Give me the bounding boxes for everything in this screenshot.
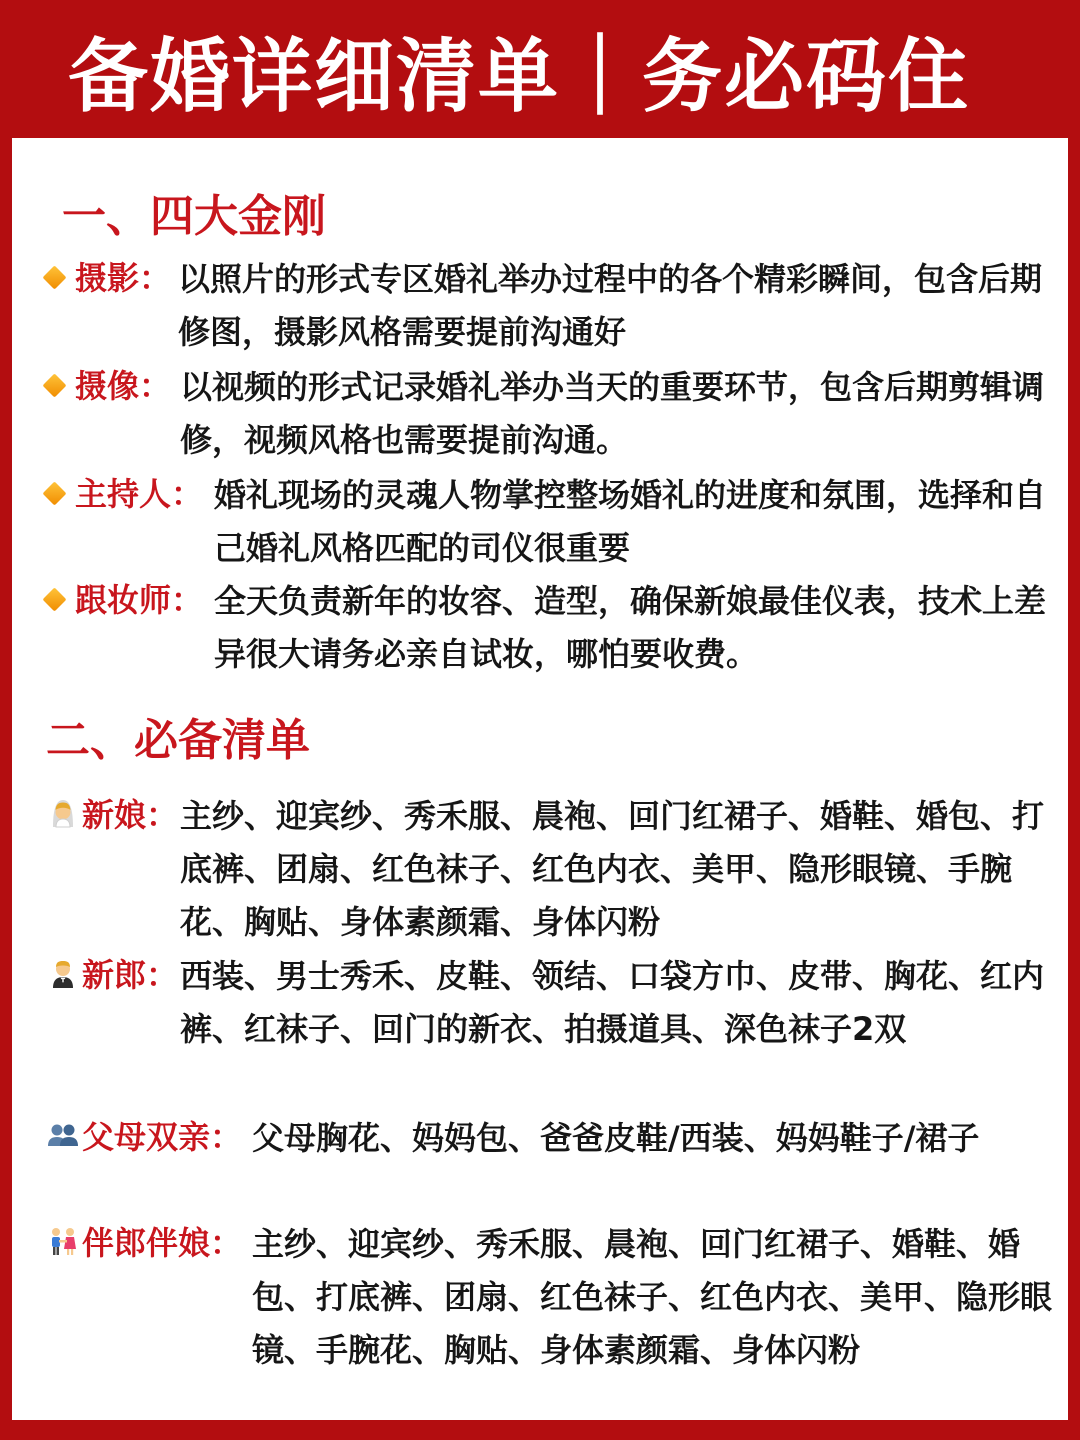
entry-head — [46, 950, 178, 996]
diamond-icon — [42, 373, 66, 397]
entry-text: 主纱、迎宾纱、秀禾服、晨袍、回门红裙子、婚鞋、婚包、打底裤、团扇、红色袜子、红色内衣、美甲、隐形眼镜、手腕花、胸贴、身体素颜霜、身体闪粉 — [252, 1225, 1053, 1369]
entry-head — [46, 361, 171, 407]
entry-label: 父母双亲： — [82, 1118, 243, 1156]
entry-head — [46, 575, 203, 621]
diamond-icon — [42, 481, 66, 505]
header-banner — [0, 0, 1080, 138]
entry-label: 主持人： — [75, 475, 204, 513]
diamond-icon — [42, 265, 66, 289]
bride-icon — [46, 796, 80, 830]
entry-head — [46, 253, 171, 299]
content-card — [12, 138, 1068, 1420]
entry-label: 摄影： — [75, 259, 172, 297]
diamond-icon — [42, 587, 66, 611]
entry-text: 婚礼现场的灵魂人物掌控整场婚礼的进度和氛围，选择和自己婚礼风格匹配的司仪很重要 — [214, 476, 1047, 567]
entry-head — [46, 790, 178, 836]
entry-label: 跟妆师： — [75, 581, 204, 619]
parents-icon — [46, 1118, 80, 1152]
entry-label: 伴郎伴娘： — [82, 1224, 243, 1262]
groom-icon — [46, 956, 80, 990]
entry-text: 西装、男士秀禾、皮鞋、领结、口袋方巾、皮带、胸花、红内裤、红袜子、回门的新衣、拍摄道具、深色袜子2双 — [180, 957, 1045, 1048]
section-title-checklist: 二、必备清单 — [46, 715, 310, 766]
entry-text: 全天负责新年的妆容、造型，确保新娘最佳仪表，技术上差异很大请务必亲自试妆，哪怕要收费。 — [214, 582, 1047, 673]
couple-icon — [46, 1224, 80, 1258]
entry-label: 新娘： — [82, 796, 179, 834]
section-title-four-vendors: 一、四大金刚 — [62, 191, 326, 242]
entry-head — [46, 1218, 242, 1264]
entry-head — [46, 469, 203, 515]
entry-text: 以照片的形式专区婚礼举办过程中的各个精彩瞬间，包含后期修图，摄影风格需要提前沟通好 — [178, 260, 1043, 351]
entry-text: 以视频的形式记录婚礼举办当天的重要环节，包含后期剪辑调修，视频风格也需要提前沟通。 — [180, 368, 1045, 459]
entry-text: 主纱、迎宾纱、秀禾服、晨袍、回门红裙子、婚鞋、婚包、打底裤、团扇、红色袜子、红色内衣、美甲、隐形眼镜、手腕花、胸贴、身体素颜霜、身体闪粉 — [180, 797, 1045, 941]
entry-head — [46, 1112, 242, 1158]
entry-label: 新郎： — [82, 956, 179, 994]
entry-text: 父母胸花、妈妈包、爸爸皮鞋/西装、妈妈鞋子/裙子 — [252, 1119, 980, 1157]
entry-label: 摄像： — [75, 367, 172, 405]
page-title: 备婚详细清单｜务必码住 — [68, 29, 970, 123]
